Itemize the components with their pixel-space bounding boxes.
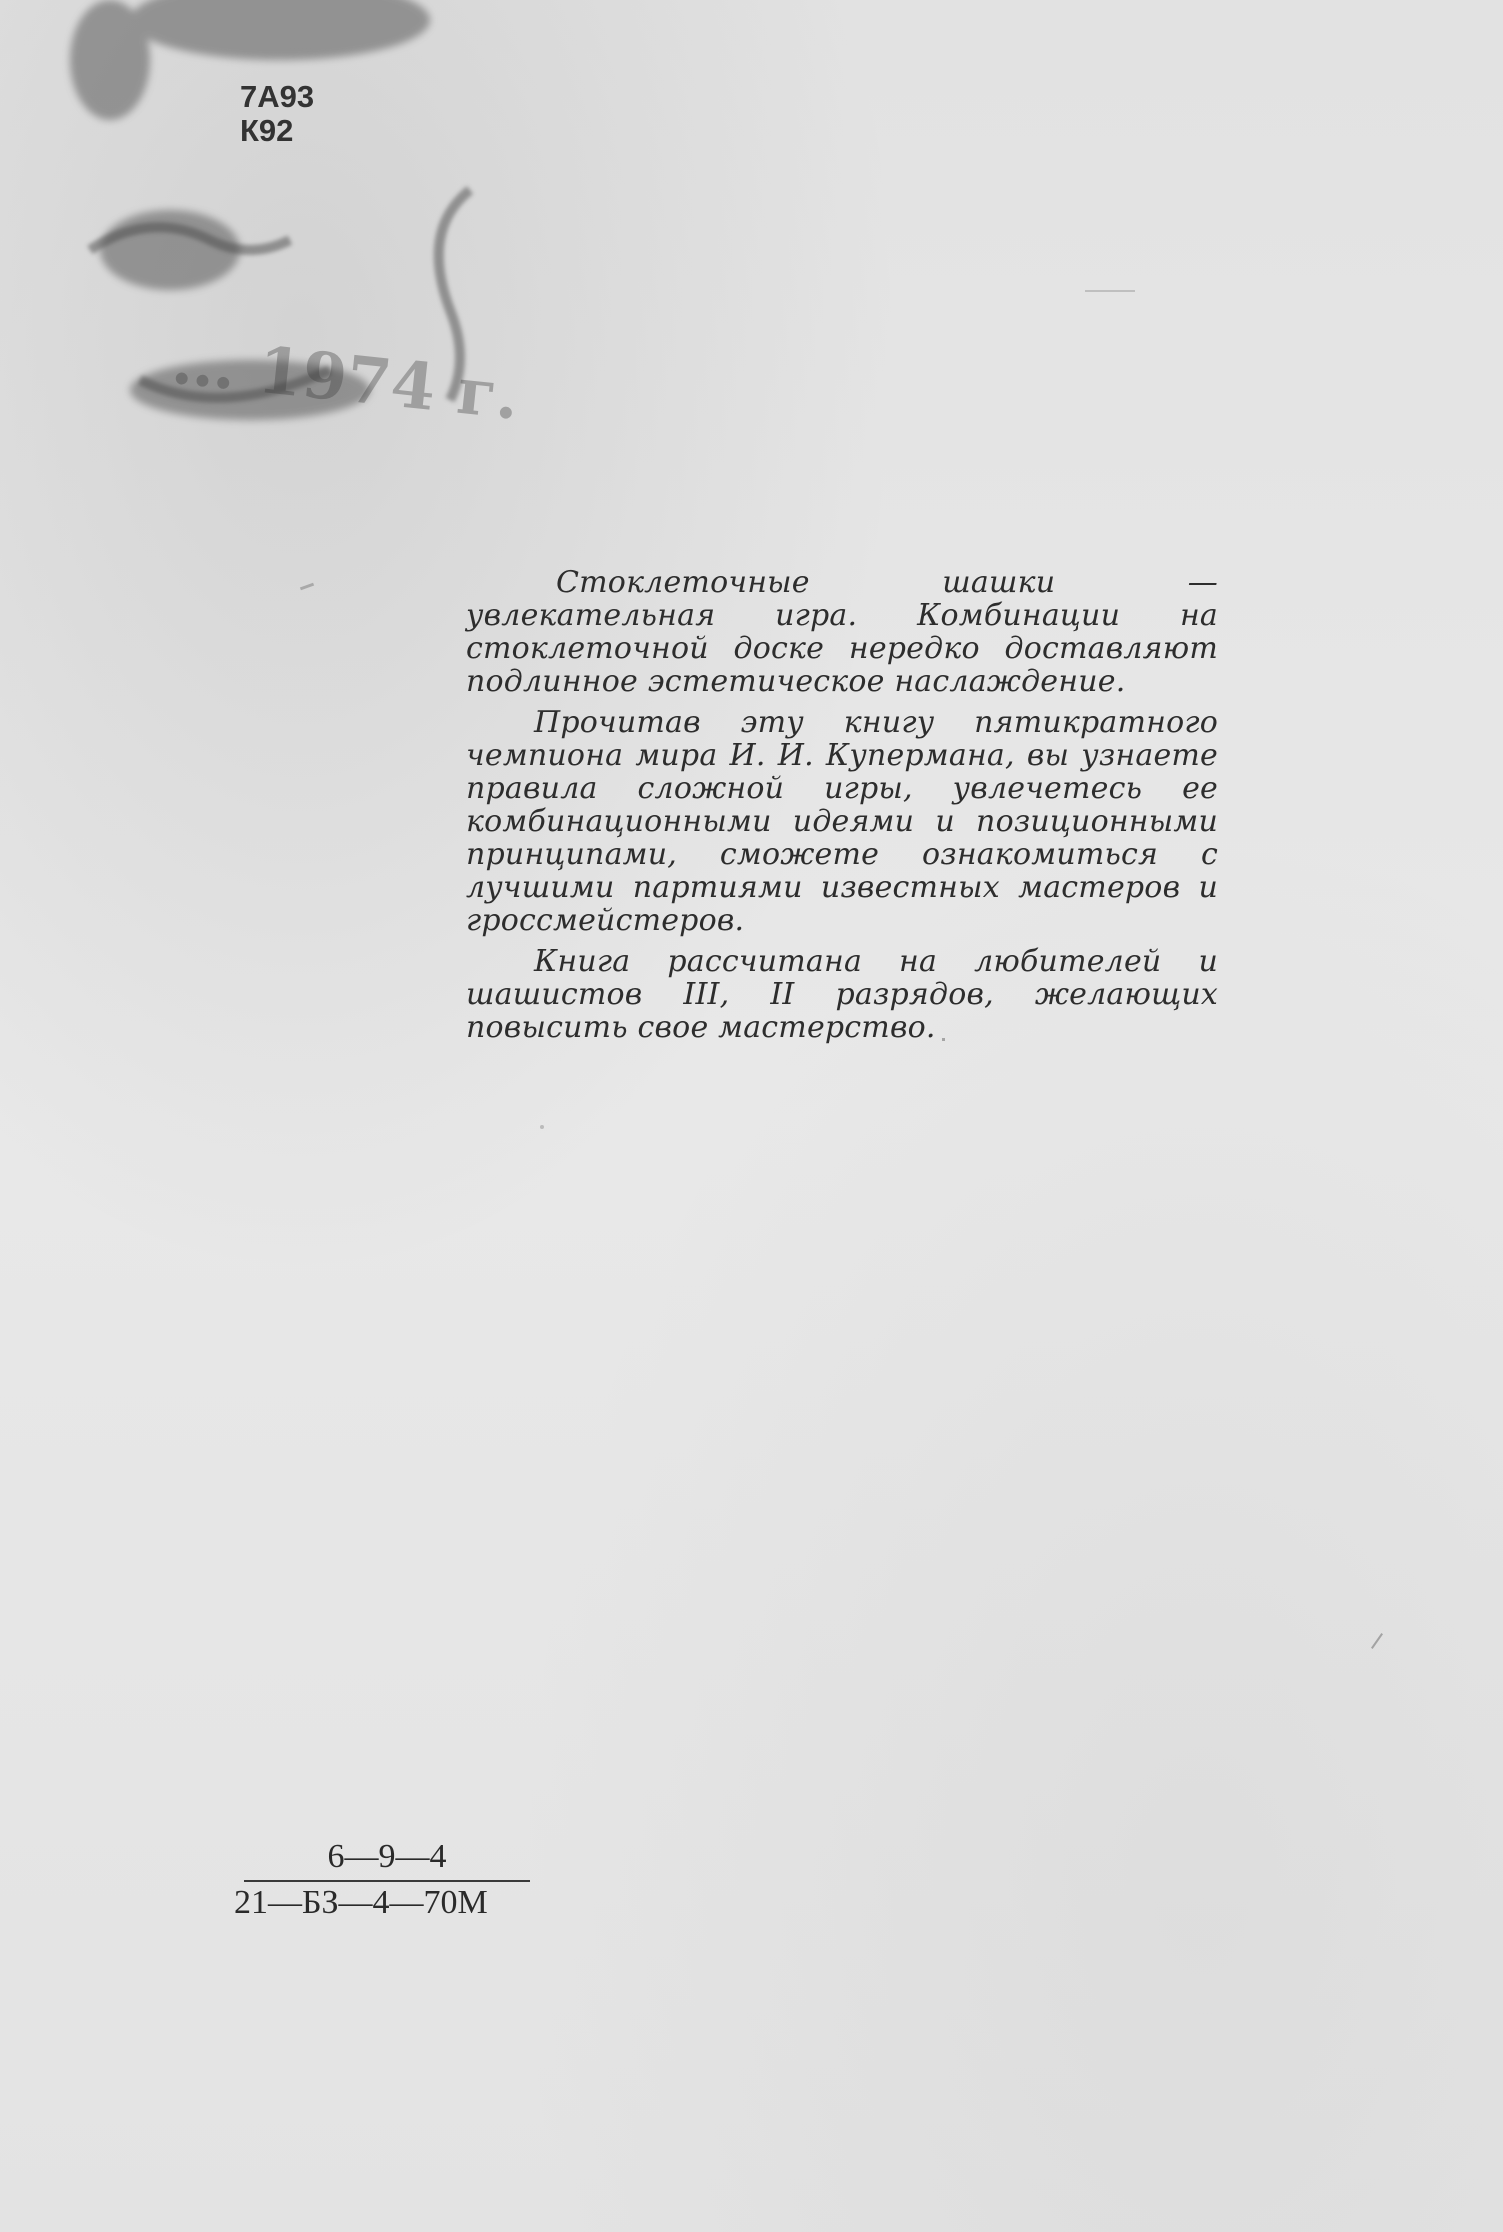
catalog-code [240, 80, 314, 148]
paper-speck [942, 1038, 945, 1041]
publication-index [234, 1838, 530, 1922]
library-stamp [50, 0, 530, 440]
annotation-paragraph-2: Прочитав эту книгу пятикратного чемпиона мира И. И. Купермана, вы узнаете правила сложной игры, увлечетесь ее комбинационными идеями и позиционными принципами, сможете ознакомиться с лучшими партиями известных мастеров и гроссмейстеров. [466, 705, 1218, 938]
annotation-paragraph-3: Книга рассчитана на любителей и шашистов III, II разрядов, желающих повысить свое мастерство. [466, 944, 1218, 1045]
index-denominator: 21—БЗ—4—70М [234, 1884, 488, 1921]
annotation-paragraph-1: Стоклеточные шашки — увлекательная игра. Комбинации на стоклеточной доске нередко доставляют подлинное эстетическое наслаждение. [466, 565, 1218, 699]
catalog-code-primary: 7А93 [240, 79, 315, 114]
index-numerator: 6—9—4 [244, 1838, 530, 1882]
paper-speck [300, 583, 314, 591]
catalog-code-secondary: К92 [240, 113, 294, 148]
book-annotation [466, 566, 1218, 1052]
paper-speck [1371, 1633, 1383, 1649]
stamp-text: … 1974 г. [168, 323, 523, 435]
paper-speck [540, 1125, 544, 1129]
paper-speck [1085, 290, 1135, 292]
